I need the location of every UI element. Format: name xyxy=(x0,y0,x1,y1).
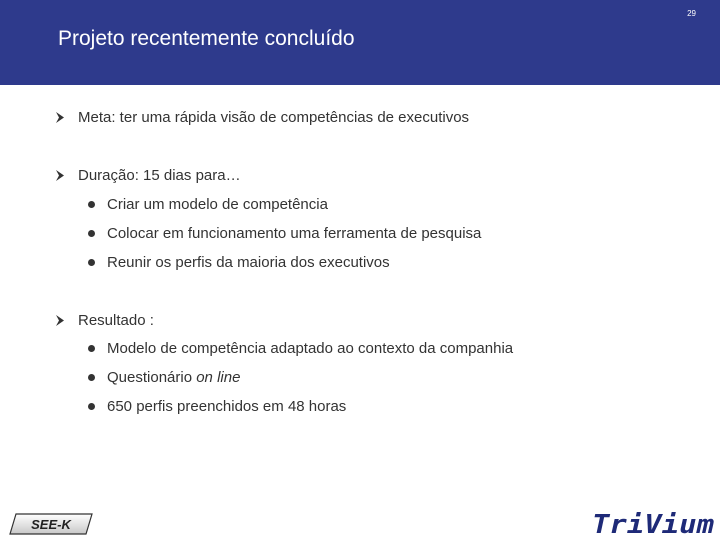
arrowhead-icon xyxy=(55,315,65,326)
title-bar xyxy=(0,0,720,85)
sub-bullet-text: Modelo de competência adaptado ao contexto da companhia xyxy=(107,340,514,357)
bullet-duracao xyxy=(55,167,241,184)
sub-bullet-text: Criar um modelo de competência xyxy=(107,196,328,213)
arrowhead-icon xyxy=(55,170,65,181)
sub-bullet xyxy=(88,340,513,357)
dot-icon xyxy=(88,403,95,410)
sub-bullet xyxy=(88,254,390,271)
bullet-resultado-text: Resultado : xyxy=(78,312,154,329)
questionario-prefix: Questionário xyxy=(107,369,197,386)
sub-bullet-text: Reunir os perfis da maioria dos executivos xyxy=(107,254,390,271)
dot-icon xyxy=(88,345,95,352)
sub-bullet xyxy=(88,196,328,213)
bullet-meta-text: Meta: ter uma rápida visão de competências de executivos xyxy=(78,109,470,126)
sub-bullet xyxy=(88,225,481,242)
sub-bullet-text xyxy=(107,369,240,386)
trivium-logo-text: TriVium xyxy=(592,510,715,537)
bullet-meta xyxy=(55,109,469,126)
dot-icon xyxy=(88,230,95,237)
arrowhead-icon xyxy=(55,112,65,123)
dot-icon xyxy=(88,374,95,381)
see-k-logo-text: SEE-K xyxy=(31,517,71,532)
questionario-italic: on line xyxy=(196,369,241,386)
see-k-logo xyxy=(8,513,94,535)
sub-bullet-text: Colocar em funcionamento uma ferramenta de pesquisa xyxy=(107,225,482,242)
dot-icon xyxy=(88,259,95,266)
dot-icon xyxy=(88,201,95,208)
sub-bullet-text: 650 perfis preenchidos em 48 horas xyxy=(107,398,347,415)
page-number: 29 xyxy=(687,9,696,18)
slide-title: Projeto recentemente concluído xyxy=(58,27,355,50)
trivium-logo xyxy=(592,505,716,537)
sub-bullet xyxy=(88,398,346,415)
bullet-duracao-text: Duração: 15 dias para… xyxy=(78,167,241,184)
sub-bullet xyxy=(88,369,240,386)
bullet-resultado xyxy=(55,312,154,329)
